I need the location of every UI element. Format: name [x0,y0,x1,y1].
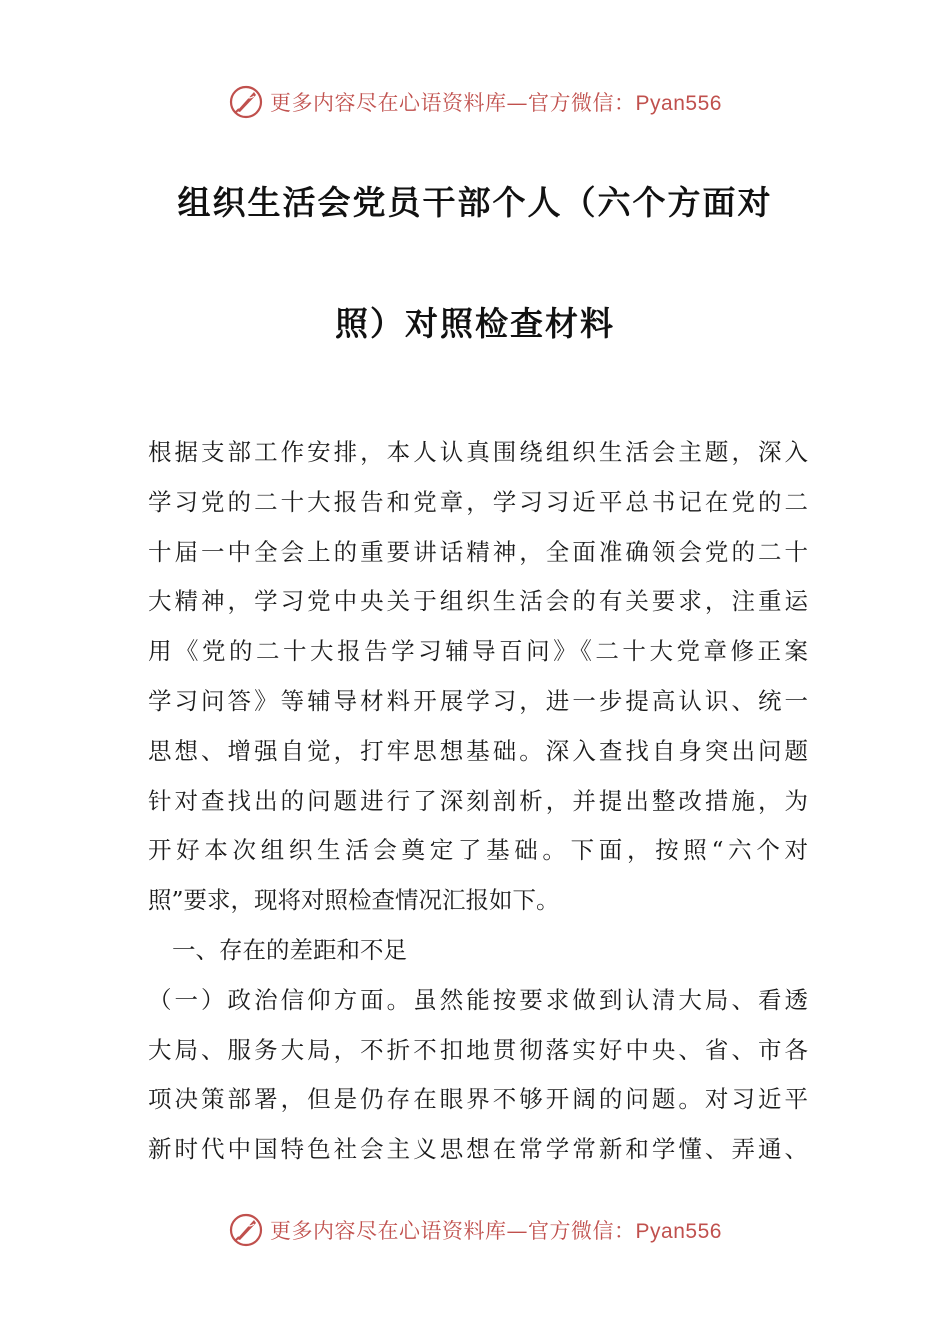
body-line: 学习党的二十大报告和党章，学习习近平总书记在党的二 [148,487,808,516]
watermark-code: Pyan556 [635,92,722,115]
watermark-official: 官方微信： [528,91,636,115]
body-line: 用《党的二十大报告学习辅导百问》《二十大党章修正案 [148,637,808,666]
body-line: 开好本次组织生活会奠定了基础。下面，按照“六个对 [148,836,808,865]
body-line: 针对查找出的问题进行了深刻剖析，并提出整改措施，为 [148,786,808,815]
body-line: 思想、增强自觉，打牢思想基础。深入查找自身突出问题 [148,736,808,765]
body-line: 大精神，学习党中央关于组织生活会的有关要求，注重运 [148,587,808,616]
watermark-text [270,87,722,117]
watermark-header [0,82,950,122]
body-line: 十届一中全会上的重要讲话精神，全面准确领会党的二十 [148,537,808,566]
watermark-site: 更多内容尽在心语资料库 [270,91,507,115]
body-line: 新时代中国特色社会主义思想在常学常新和学懂、弄通、 [148,1135,808,1164]
watermark-official: 官方微信： [528,1219,636,1243]
body-line: 大局、服务大局，不折不扣地贯彻落实好中央、省、市各 [148,1035,808,1064]
watermark-dash: — [506,91,529,115]
body-line: 项决策部署，但是仍存在眼界不够开阔的问题。对习近平 [148,1085,808,1114]
quill-logo-icon [228,84,264,120]
watermark-footer [0,1210,950,1250]
section-heading: 一、存在的差距和不足 [172,935,407,964]
watermark-code: Pyan556 [635,1220,722,1243]
body-line: （一）政治信仰方面。虽然能按要求做到认清大局、看透 [148,985,808,1014]
document-title-line-1: 组织生活会党员干部个人（六个方面对 [177,183,773,222]
body-line: 学习问答》等辅导材料开展学习，进一步提高认识、统一 [148,686,808,715]
watermark-site: 更多内容尽在心语资料库 [270,1219,507,1243]
quill-logo-icon [228,1212,264,1248]
watermark-text [270,1215,722,1245]
watermark-dash: — [506,1219,529,1243]
document-body [148,428,808,1175]
body-line: 根据支部工作安排，本人认真围绕组织生活会主题，深入 [148,438,808,466]
document-title-line-2: 照）对照检查材料 [335,304,615,343]
body-line: 照”要求，现将对照检查情况汇报如下。 [148,886,560,915]
